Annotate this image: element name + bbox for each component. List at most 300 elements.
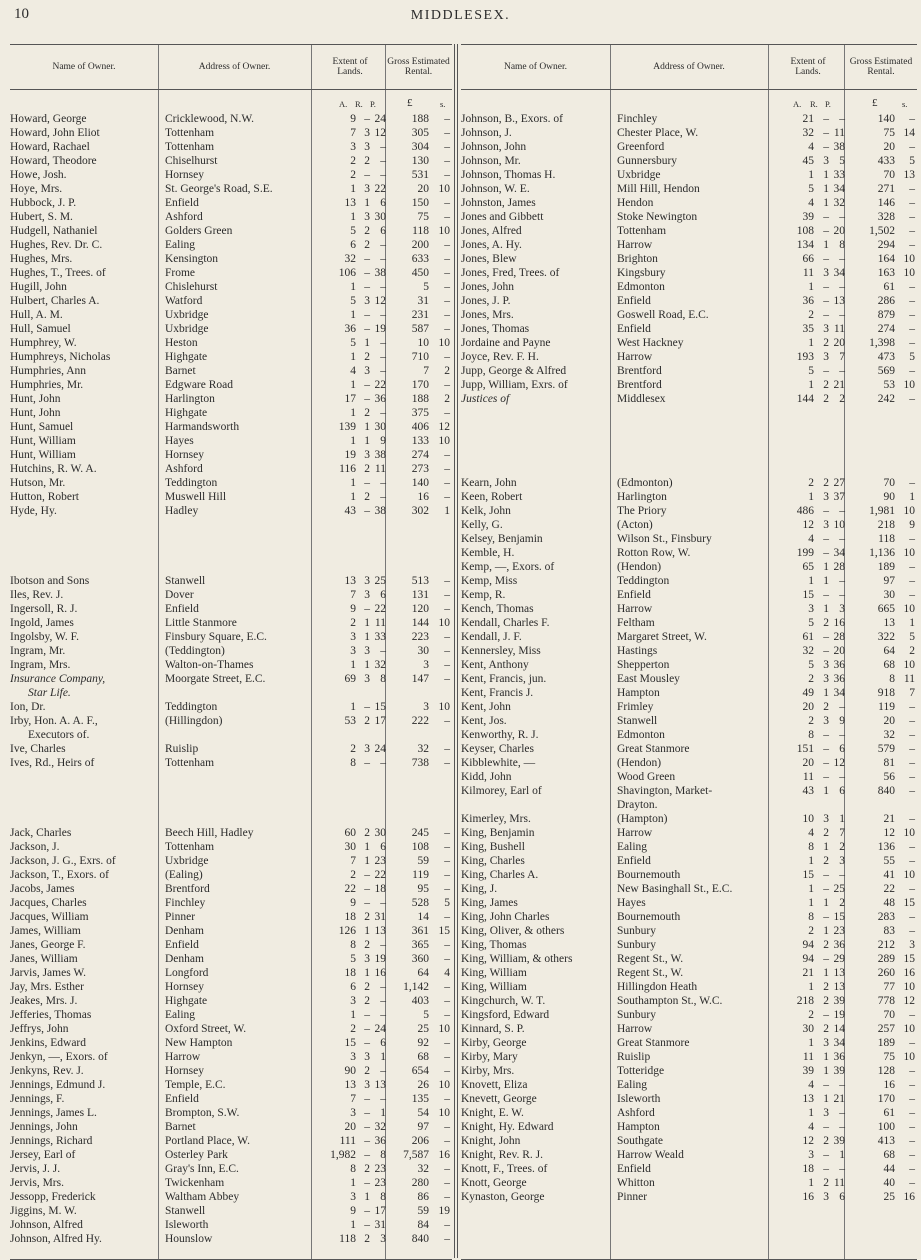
extent-perches: 16 (833, 617, 845, 629)
table-row (461, 1106, 917, 1120)
rental-pounds: 304 (411, 141, 429, 153)
rental-pounds: 257 (877, 1023, 895, 1035)
rental-pounds: 223 (411, 631, 429, 643)
extent-roods: 3 (823, 155, 829, 167)
rental-shillings: 10 (903, 267, 915, 279)
table-row (461, 714, 917, 728)
table-row (10, 1176, 452, 1190)
rental-shillings: – (909, 1135, 915, 1147)
extent-roods: – (823, 1121, 829, 1133)
owner-address: Ruislip (617, 1051, 651, 1063)
left-table (10, 44, 452, 1260)
owner-address: Finsbury Square, E.C. (165, 631, 267, 643)
owner-name: King, Charles (461, 855, 525, 867)
owner-name: Kirby, George (461, 1037, 527, 1049)
extent-perches: – (839, 281, 845, 293)
extent-perches: 22 (374, 379, 386, 391)
rental-shillings: – (909, 365, 915, 377)
table-row (10, 1218, 452, 1232)
table-row (10, 938, 452, 952)
extent-acres: 15 (802, 589, 814, 601)
rental-pounds: 200 (411, 239, 429, 251)
extent-perches: – (839, 1079, 845, 1091)
rental-pounds: 20 (883, 141, 895, 153)
table-row (461, 574, 917, 588)
owner-name: Kirby, Mary (461, 1051, 518, 1063)
owner-name: Jarvis, James W. (10, 967, 87, 979)
owner-name: Kench, Thomas (461, 603, 534, 615)
extent-perches: 32 (374, 659, 386, 671)
extent-acres: 3 (350, 141, 356, 153)
owner-address: Isleworth (165, 1219, 209, 1231)
extent-roods: – (823, 1009, 829, 1021)
rental-pounds: 8 (889, 673, 895, 685)
extent-acres: 106 (338, 267, 356, 279)
extent-acres: 18 (344, 967, 356, 979)
table-row (461, 294, 917, 308)
extent-roods: 2 (823, 855, 829, 867)
rental-pounds: 120 (411, 603, 429, 615)
owner-address: Harrow (617, 827, 653, 839)
extent-acres: 7 (350, 127, 356, 139)
table-row (10, 1148, 452, 1162)
owner-address: Harlington (617, 491, 667, 503)
rental-pounds: 144 (411, 617, 429, 629)
extent-roods: – (823, 365, 829, 377)
header-name: Name of Owner. (52, 62, 116, 72)
extent-perches: 13 (374, 1079, 386, 1091)
rental-pounds: 25 (417, 1023, 429, 1035)
rental-pounds: 90 (883, 491, 895, 503)
extent-acres: 7 (350, 589, 356, 601)
extent-perches: 1 (380, 1107, 386, 1119)
extent-roods: – (823, 953, 829, 965)
table-row (461, 1092, 917, 1106)
table-header (10, 45, 452, 90)
extent-acres: 4 (808, 197, 814, 209)
owner-name: Hulbert, Charles A. (10, 295, 100, 307)
table-row (461, 1036, 917, 1050)
extent-roods: 1 (364, 617, 370, 629)
owner-address: Brighton (617, 253, 658, 265)
owner-name: King, Oliver, & others (461, 925, 565, 937)
table-row (461, 756, 917, 770)
extent-perches: 1 (839, 813, 845, 825)
table-row (461, 322, 917, 336)
owner-address: Highgate (165, 351, 208, 363)
extent-acres: 2 (808, 715, 814, 727)
unit-perches: P. (825, 99, 831, 109)
extent-roods: 3 (823, 1191, 829, 1203)
table-row (461, 546, 917, 560)
extent-perches: 29 (833, 953, 845, 965)
table-row (461, 518, 917, 532)
owner-name: Knovett, Eliza (461, 1079, 528, 1091)
table-row (461, 994, 917, 1008)
table-row (461, 196, 917, 210)
rental-pounds: 280 (411, 1177, 429, 1189)
extent-perches: – (380, 981, 386, 993)
rental-pounds: 32 (417, 1163, 429, 1175)
rental-pounds: 61 (883, 1107, 895, 1119)
owner-name: Jenkyns, Rev. J. (10, 1065, 84, 1077)
extent-acres: 18 (802, 1163, 814, 1175)
table-row (10, 224, 452, 238)
rental-pounds: 55 (883, 855, 895, 867)
rental-pounds: 274 (411, 449, 429, 461)
extent-acres: 20 (344, 1121, 356, 1133)
rental-shillings: 16 (903, 1191, 915, 1203)
extent-roods: – (364, 897, 370, 909)
extent-acres: 18 (344, 911, 356, 923)
table-row (461, 588, 917, 602)
rental-pounds: 294 (877, 239, 895, 251)
extent-perches: 27 (833, 477, 845, 489)
rental-pounds: 97 (417, 1121, 429, 1133)
extent-roods: – (823, 225, 829, 237)
owner-address: Stoke Newington (617, 211, 698, 223)
extent-perches: – (380, 239, 386, 251)
extent-acres: 16 (802, 1191, 814, 1203)
table-row (461, 602, 917, 616)
owner-address: Hayes (165, 435, 194, 447)
owner-address: Shavington, Market- (617, 785, 713, 797)
extent-acres: 2 (350, 743, 356, 755)
owner-name: Keyser, Charles (461, 743, 534, 755)
owner-name: Hyde, Hy. (10, 505, 57, 517)
rental-shillings: 10 (438, 337, 450, 349)
owner-address: Tottenham (165, 141, 215, 153)
owner-address: Chester Place, W. (617, 127, 699, 139)
rental-shillings: 10 (903, 827, 915, 839)
owner-address: East Mousley (617, 673, 680, 685)
owner-address: Brompton, S.W. (165, 1107, 240, 1119)
rental-pounds: 68 (883, 659, 895, 671)
rental-shillings: – (909, 701, 915, 713)
table-row (10, 714, 452, 728)
owner-name: Howard, George (10, 113, 87, 125)
extent-roods: 2 (364, 225, 370, 237)
table-row (10, 1232, 452, 1246)
table-row (10, 266, 452, 280)
extent-acres: 1 (350, 211, 356, 223)
extent-acres: 45 (802, 155, 814, 167)
rental-shillings: 10 (438, 435, 450, 447)
rental-shillings: – (444, 281, 450, 293)
rental-pounds: 53 (883, 379, 895, 391)
extent-perches: 18 (374, 883, 386, 895)
rental-pounds: 840 (411, 1233, 429, 1245)
extent-roods: 2 (823, 827, 829, 839)
rental-shillings: – (444, 673, 450, 685)
rental-shillings: – (909, 575, 915, 587)
rental-pounds: 48 (883, 897, 895, 909)
extent-acres: 1 (808, 575, 814, 587)
extent-roods: – (364, 323, 370, 335)
rental-shillings: 10 (438, 225, 450, 237)
owner-address: Enfield (165, 939, 199, 951)
extent-acres: 35 (802, 323, 814, 335)
owner-name: Johnson, B., Exors. of (461, 113, 563, 125)
extent-roods: – (823, 295, 829, 307)
table-row (461, 140, 917, 154)
extent-roods: – (364, 869, 370, 881)
owner-name: Ives, Rd., Heirs of (10, 757, 95, 769)
owner-address: Sunbury (617, 925, 656, 937)
extent-acres: 3 (350, 1051, 356, 1063)
owner-address: Hornsey (165, 1065, 204, 1077)
rental-pounds: 1,398 (869, 337, 895, 349)
table-row (10, 1022, 452, 1036)
owner-address: Chislehurst (165, 281, 218, 293)
owner-name: Kelk, John (461, 505, 511, 517)
rental-pounds: 738 (411, 757, 429, 769)
rental-pounds: 406 (411, 421, 429, 433)
extent-roods: 1 (364, 855, 370, 867)
owner-address: Harrow Weald (617, 1149, 684, 1161)
rental-pounds: 433 (877, 155, 895, 167)
owner-name: Ingersoll, R. J. (10, 603, 78, 615)
extent-roods: – (364, 1023, 370, 1035)
extent-perches: – (839, 589, 845, 601)
table-row (10, 1204, 452, 1218)
extent-acres: 2 (808, 673, 814, 685)
rental-pounds: 13 (883, 617, 895, 629)
owner-name: Justices of (461, 393, 510, 405)
owner-name: King, Bushell (461, 841, 525, 853)
extent-perches: 13 (833, 967, 845, 979)
extent-roods: – (823, 589, 829, 601)
owner-name: Jones, Mrs. (461, 309, 514, 321)
rental-shillings: – (444, 603, 450, 615)
rental-pounds: 365 (411, 939, 429, 951)
owner-address: Barnet (165, 365, 196, 377)
extent-perches: 34 (833, 183, 845, 195)
owner-name: Jackson, J. G., Exrs. of (10, 855, 116, 867)
table-row (10, 700, 452, 714)
extent-perches: – (380, 645, 386, 657)
table-row (461, 378, 917, 392)
rental-shillings: – (444, 911, 450, 923)
rental-shillings: – (909, 533, 915, 545)
extent-roods: 3 (364, 953, 370, 965)
owner-address: Heston (165, 337, 198, 349)
extent-perches: – (380, 757, 386, 769)
owner-name: Kemble, H. (461, 547, 515, 559)
owner-name: Hunt, Samuel (10, 421, 74, 433)
rental-shillings: – (909, 813, 915, 825)
extent-acres: 17 (344, 393, 356, 405)
owner-address: Isleworth (617, 1093, 661, 1105)
rental-pounds: 16 (883, 1079, 895, 1091)
extent-acres: 1 (350, 491, 356, 503)
extent-perches: – (839, 1163, 845, 1175)
extent-roods: 2 (364, 239, 370, 251)
owner-name: Kinnard, S. P. (461, 1023, 525, 1035)
unit-pounds: £ (407, 97, 413, 109)
rental-shillings: – (444, 869, 450, 881)
owner-address: Brentford (617, 379, 662, 391)
extent-perches: 36 (833, 673, 845, 685)
table-row (461, 350, 917, 364)
rental-shillings: 19 (438, 1205, 450, 1217)
table-row (461, 854, 917, 868)
owner-name: Jessopp, Frederick (10, 1191, 96, 1203)
owner-name: Hutson, Mr. (10, 477, 66, 489)
extent-perches: 22 (374, 869, 386, 881)
rental-pounds: 59 (417, 855, 429, 867)
rental-pounds: 12 (883, 827, 895, 839)
extent-roods: 3 (364, 211, 370, 223)
extent-perches: – (839, 309, 845, 321)
rental-pounds: 100 (877, 1121, 895, 1133)
extent-roods: 2 (364, 491, 370, 503)
table-row (461, 364, 917, 378)
extent-roods: – (823, 533, 829, 545)
rental-pounds: 146 (877, 197, 895, 209)
extent-roods: 2 (823, 701, 829, 713)
extent-acres: 2 (350, 155, 356, 167)
extent-acres: 36 (344, 323, 356, 335)
rental-shillings: 10 (438, 1023, 450, 1035)
owner-name: Johnson, Thomas H. (461, 169, 556, 181)
extent-perches: 8 (380, 1191, 386, 1203)
rental-shillings: – (444, 1135, 450, 1147)
table-row (10, 168, 452, 182)
extent-roods: 2 (364, 155, 370, 167)
table-row (10, 350, 452, 364)
extent-perches: 6 (839, 785, 845, 797)
extent-roods: 2 (364, 715, 370, 727)
owner-address: New Basinghall St., E.C. (617, 883, 733, 895)
owner-name: Kirby, Mrs. (461, 1065, 515, 1077)
extent-acres: 1 (808, 281, 814, 293)
owner-name: Jacobs, James (10, 883, 75, 895)
owner-address: Tottenham (617, 225, 667, 237)
extent-roods: 1 (364, 421, 370, 433)
owner-address: Dover (165, 589, 194, 601)
owner-name: Hull, A. M. (10, 309, 63, 321)
table-row (461, 1064, 917, 1078)
owner-name: Jupp, William, Exrs. of (461, 379, 568, 391)
rental-pounds: 302 (411, 505, 429, 517)
table-row (461, 1008, 917, 1022)
column-divider (454, 44, 458, 1258)
extent-roods: 1 (364, 337, 370, 349)
owner-address: Tottenham (165, 841, 215, 853)
owner-name: Howard, Rachael (10, 141, 90, 153)
right-table (461, 44, 917, 1260)
unit-pounds: £ (872, 97, 878, 109)
extent-roods: 1 (823, 169, 829, 181)
extent-roods: 1 (823, 1065, 829, 1077)
owner-address: Ealing (165, 1009, 196, 1021)
extent-perches: 7 (839, 351, 845, 363)
rental-shillings: – (909, 855, 915, 867)
owner-name: King, William, & others (461, 953, 573, 965)
owner-name: Ion, Dr. (10, 701, 46, 713)
rental-pounds: 188 (411, 393, 429, 405)
owner-name: Johnson, W. E. (461, 183, 530, 195)
rental-pounds: 375 (411, 407, 429, 419)
extent-perches: 32 (833, 197, 845, 209)
owner-name: Jones, Alfred (461, 225, 522, 237)
table-row (461, 1120, 917, 1134)
extent-roods: 3 (823, 1107, 829, 1119)
extent-acres: 486 (796, 505, 814, 517)
table-row (10, 686, 452, 700)
table-header (461, 45, 917, 90)
owner-address: Uxbridge (165, 855, 209, 867)
owner-address: Hounslow (165, 1233, 213, 1245)
rental-shillings: – (444, 995, 450, 1007)
rental-pounds: 83 (883, 925, 895, 937)
extent-perches: 1 (839, 1149, 845, 1161)
table-row (10, 588, 452, 602)
extent-perches: 5 (839, 155, 845, 167)
rental-pounds: 3 (423, 659, 429, 671)
extent-acres: 1 (808, 491, 814, 503)
extent-acres: 134 (796, 239, 814, 251)
owner-name: Knight, John (461, 1135, 521, 1147)
extent-acres: 19 (344, 449, 356, 461)
rental-pounds: 22 (883, 883, 895, 895)
rental-pounds: 665 (877, 603, 895, 615)
table-row (10, 182, 452, 196)
extent-perches: 13 (833, 295, 845, 307)
extent-roods: 3 (823, 267, 829, 279)
owner-name: Jeffrys, John (10, 1023, 69, 1035)
extent-roods: 3 (823, 323, 829, 335)
rental-pounds: 95 (417, 883, 429, 895)
table-row (461, 532, 917, 546)
extent-perches: – (839, 365, 845, 377)
table-row (461, 154, 917, 168)
extent-perches: 30 (374, 827, 386, 839)
owner-address: Ashford (165, 211, 203, 223)
rental-shillings: – (444, 309, 450, 321)
extent-perches: 3 (380, 1233, 386, 1245)
extent-roods: 3 (364, 127, 370, 139)
rental-pounds: 70 (883, 1009, 895, 1021)
rental-pounds: 328 (877, 211, 895, 223)
rental-shillings: 11 (903, 673, 915, 685)
rental-shillings: 5 (909, 351, 915, 363)
rental-shillings: 4 (444, 967, 450, 979)
table-row (10, 1092, 452, 1106)
extent-acres: 218 (796, 995, 814, 1007)
extent-roods: – (364, 267, 370, 279)
table-row (461, 742, 917, 756)
extent-roods: – (364, 1009, 370, 1021)
owner-name: Hunt, John (10, 407, 61, 419)
rental-shillings: – (444, 1163, 450, 1175)
owner-name: Jones, J. P. (461, 295, 511, 307)
owner-name: Kenworthy, R. J. (461, 729, 539, 741)
table-row (10, 294, 452, 308)
table-row (461, 182, 917, 196)
extent-acres: 30 (802, 1023, 814, 1035)
owner-address: Hornsey (165, 169, 204, 181)
rental-shillings: – (909, 141, 915, 153)
owner-name: Jersey, Earl of (10, 1149, 76, 1161)
owner-name: Jervis, Mrs. (10, 1177, 64, 1189)
owner-address: (Hillingdon) (165, 715, 223, 727)
extent-perches: 8 (380, 1149, 386, 1161)
rental-shillings: – (444, 1009, 450, 1021)
extent-roods: 3 (364, 295, 370, 307)
extent-acres: 69 (344, 673, 356, 685)
